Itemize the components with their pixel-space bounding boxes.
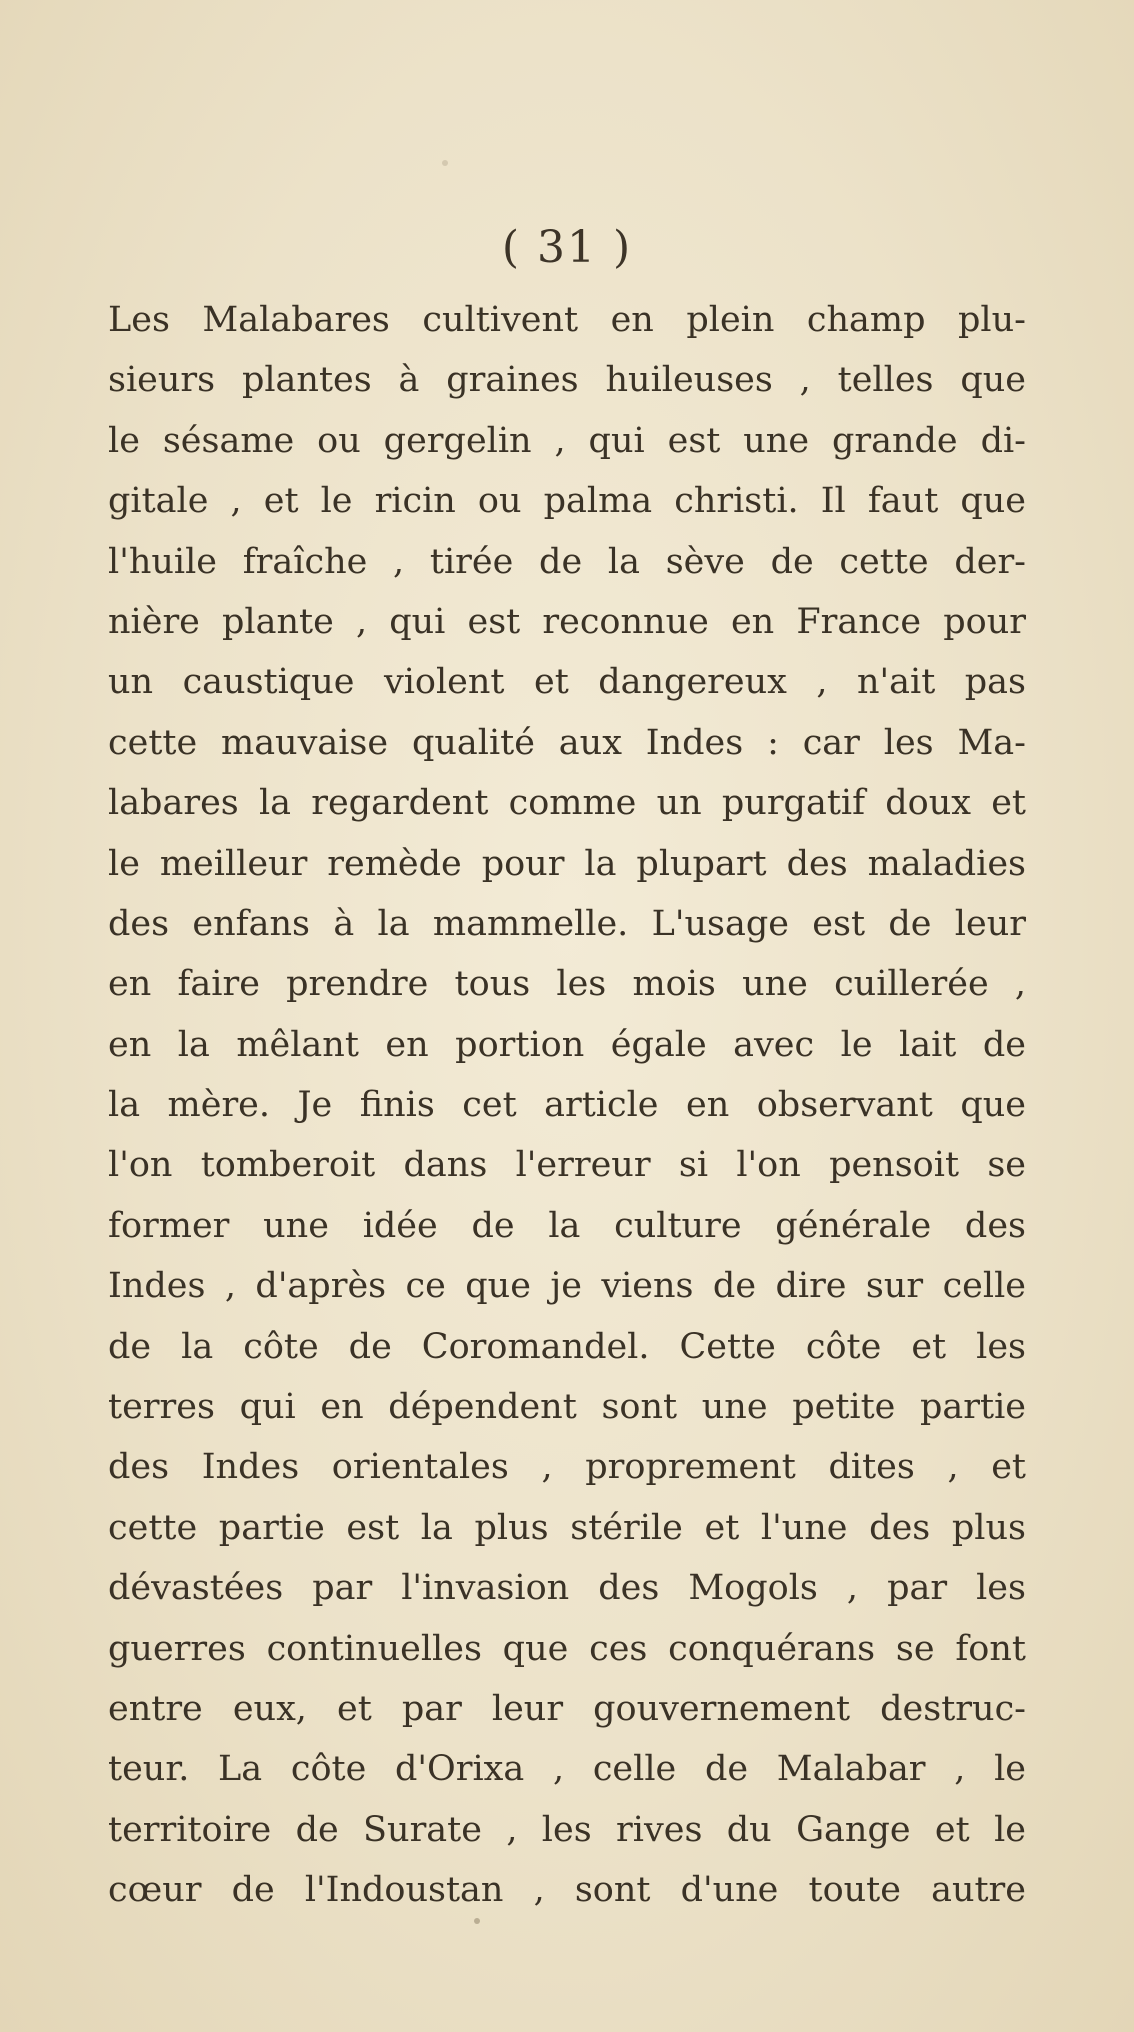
- body-text: [108, 290, 1026, 1921]
- text-line: Les Malabares cultivent en plein champ plu-: [108, 300, 1026, 340]
- text-line: le meilleur remède pour la plupart des maladies: [108, 843, 1026, 884]
- text-line: territoire de Surate , les rives du Gange et le: [108, 1809, 1026, 1850]
- text-line: cette mauvaise qualité aux Indes : car les Ma-: [108, 722, 1026, 763]
- text-line: Indes , d'après ce que je viens de dire sur celle: [108, 1266, 1026, 1307]
- text-line: l'huile fraîche , tirée de la sève de cette der-: [108, 541, 1026, 582]
- text-line: l'on tomberoit dans l'erreur si l'on pensoit se: [108, 1145, 1026, 1186]
- text-line: labares la regardent comme un purgatif doux et: [108, 783, 1026, 824]
- text-line: nière plante , qui est reconnue en France pour: [108, 601, 1026, 642]
- page-number: ( 31 ): [501, 222, 633, 273]
- text-line: cœur de l'Indoustan , sont d'une toute autre: [108, 1870, 1026, 1911]
- paper-speck: [442, 160, 448, 166]
- text-line: des Indes orientales , proprement dites , et: [108, 1447, 1026, 1488]
- text-line: un caustique violent et dangereux , n'ait pas: [108, 662, 1026, 703]
- text-line: des enfans à la mammelle. L'usage est de leur: [108, 903, 1026, 944]
- text-line: cette partie est la plus stérile et l'une des plus: [108, 1507, 1026, 1548]
- text-line: de la côte de Coromandel. Cette côte et les: [108, 1326, 1026, 1367]
- text-line: teur. La côte d'Orixa , celle de Malabar , le: [108, 1749, 1026, 1790]
- text-line: former une idée de la culture générale des: [108, 1205, 1026, 1246]
- text-line: en faire prendre tous les mois une cuillerée ,: [108, 964, 1026, 1005]
- text-line: gitale , et le ricin ou palma christi. Il faut que: [108, 481, 1026, 522]
- text-line: en la mêlant en portion égale avec le lait de: [108, 1024, 1026, 1065]
- text-line: la mère. Je finis cet article en observant que: [108, 1085, 1026, 1126]
- text-line: dévastées par l'invasion des Mogols , par les: [108, 1568, 1026, 1609]
- text-line: entre eux, et par leur gouvernement destruc-: [108, 1688, 1026, 1729]
- paper-speck: [474, 1918, 480, 1924]
- text-line: guerres continuelles que ces conquérans se font: [108, 1628, 1026, 1669]
- text-line: le sésame ou gergelin , qui est une grande di-: [108, 420, 1026, 461]
- text-line: sieurs plantes à graines huileuses , telles que: [108, 360, 1026, 401]
- text-line: terres qui en dépendent sont une petite partie: [108, 1387, 1026, 1428]
